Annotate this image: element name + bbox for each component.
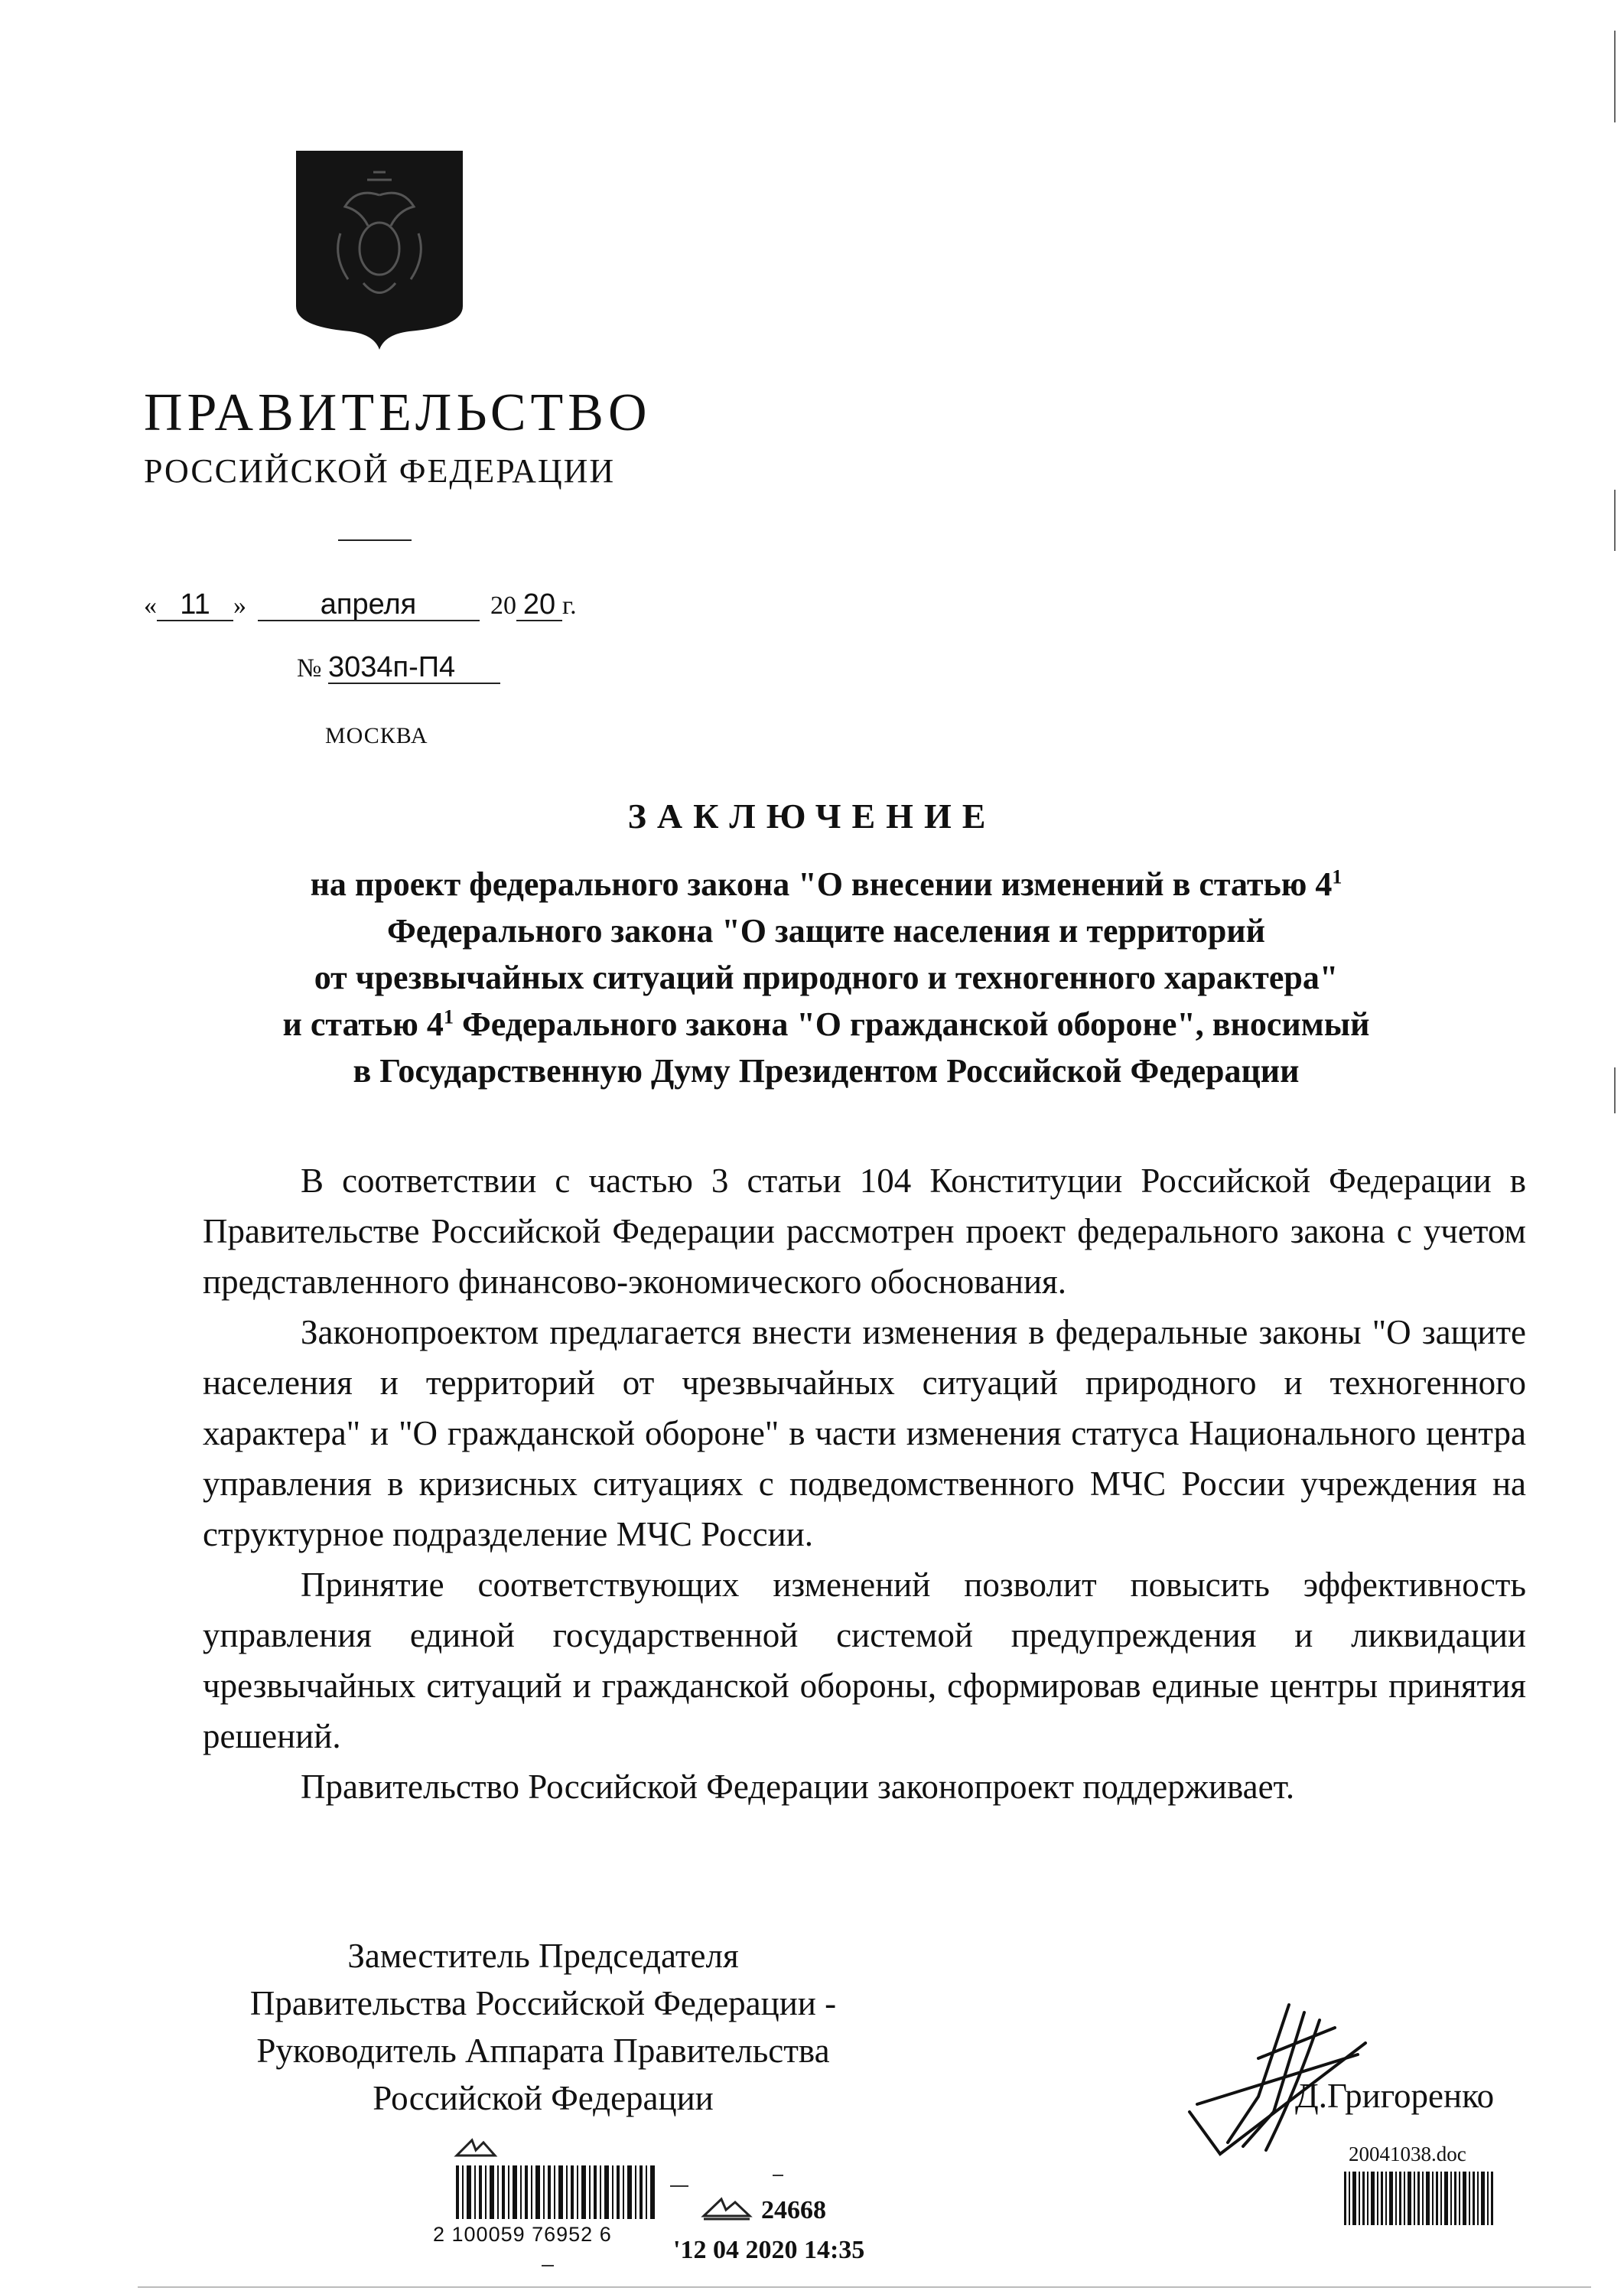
subtitle-line-1	[199, 861, 1453, 907]
paragraph-2: Законопроектом предлагается внести изменения в федеральные законы "О защите населения и территорий от чрезвычайных ситуаций природного и техногенного характера" и "О гражданской обороне" в части изменения статуса Национального центра управления в кризисных ситуациях с подведомственного МЧС России учреждения на структурное подразделение МЧС России.	[203, 1313, 1526, 1553]
paragraph-3: Принятие соответствующих изменений позволит повысить эффективность управления единой государственной системой предупреждения и ликвидации чрезвычайных ситуаций и гражданской обороны, сформировав единые центры принятия решений.	[203, 1566, 1526, 1755]
superscript: 1	[1332, 865, 1342, 888]
subtitle-text: на проект федерального закона "О внесении изменений в статью 4	[310, 865, 1333, 903]
registration-number: 24668	[761, 2196, 826, 2224]
divider-dash	[542, 2265, 554, 2266]
subtitle-line-2: Федерального закона "О защите населения и территорий	[386, 912, 1266, 950]
barcode-number: 2 100059 76952 6	[433, 2223, 612, 2246]
position-line-2: Правительства Российской Федерации -	[249, 1984, 837, 2022]
position-line-4: Российской Федерации	[373, 2079, 714, 2117]
scan-edge-line	[1614, 490, 1616, 551]
registration-datetime: '12 04 2020 14:35	[673, 2236, 865, 2264]
date-close-quote: »	[233, 591, 246, 620]
scan-edge-line	[1614, 31, 1616, 122]
registry-stamp-icon	[700, 2195, 753, 2221]
registry-stamp-icon	[453, 2136, 499, 2159]
date-open-quote: «	[144, 591, 157, 620]
subtitle-line-5: в Государственную Думу Президентом Российской Федерации	[353, 1052, 1300, 1090]
paragraph-4: Правительство Российской Федерации законопроект поддерживает.	[301, 1768, 1295, 1806]
barcode-icon	[1344, 2172, 1493, 2225]
document-number-line	[297, 652, 500, 684]
document-title: ЗАКЛЮЧЕНИЕ	[627, 797, 997, 836]
document-subtitle	[199, 861, 1453, 1094]
date-line	[144, 589, 577, 621]
subtitle-text: Федерального закона "О гражданской обороне", вносимый	[453, 1005, 1370, 1043]
header-divider	[338, 539, 412, 541]
subtitle-line-3: от чрезвычайных ситуаций природного и техногенного характера"	[314, 959, 1339, 996]
city: МОСКВА	[325, 723, 428, 748]
number-label: №	[297, 654, 322, 683]
coat-of-arms-emblem	[295, 149, 464, 352]
subtitle-text: и статью 4	[282, 1005, 444, 1043]
date-year-prefix: 20	[490, 591, 516, 620]
document-number: 3034п-П4	[328, 652, 500, 684]
divider-dash	[670, 2185, 688, 2187]
divider-dash	[773, 2175, 783, 2176]
superscript: 1	[443, 1005, 454, 1028]
barcode-icon	[456, 2165, 655, 2219]
org-name-line2: РОССИЙСКОЙ ФЕДЕРАЦИИ	[144, 452, 616, 490]
date-day: 11	[157, 589, 233, 621]
signatory-name: Д.Григоренко	[1295, 2077, 1495, 2115]
scan-bottom-edge	[138, 2286, 1591, 2288]
subtitle-line-4	[199, 1001, 1453, 1048]
date-year-suffix: 20	[516, 589, 562, 621]
position-line-3: Руководитель Аппарата Правительства	[256, 2032, 830, 2070]
date-year-unit: г.	[562, 591, 577, 620]
date-month: апреля	[258, 589, 480, 621]
position-line-1: Заместитель Председателя	[347, 1937, 739, 1975]
signatory-position	[199, 1932, 887, 2122]
document-file-name: 20041038.doc	[1349, 2142, 1466, 2165]
paragraph-1: В соответствии с частью 3 статьи 104 Конституции Российской Федерации в Правительстве Российской Федерации рассмотрен проект федерального закона с учетом представленного финансово-экономического обоснования.	[203, 1162, 1526, 1301]
document-body	[203, 1155, 1526, 1812]
scan-edge-line	[1614, 1067, 1616, 1113]
org-name-line1: ПРАВИТЕЛЬСТВО	[144, 383, 652, 442]
